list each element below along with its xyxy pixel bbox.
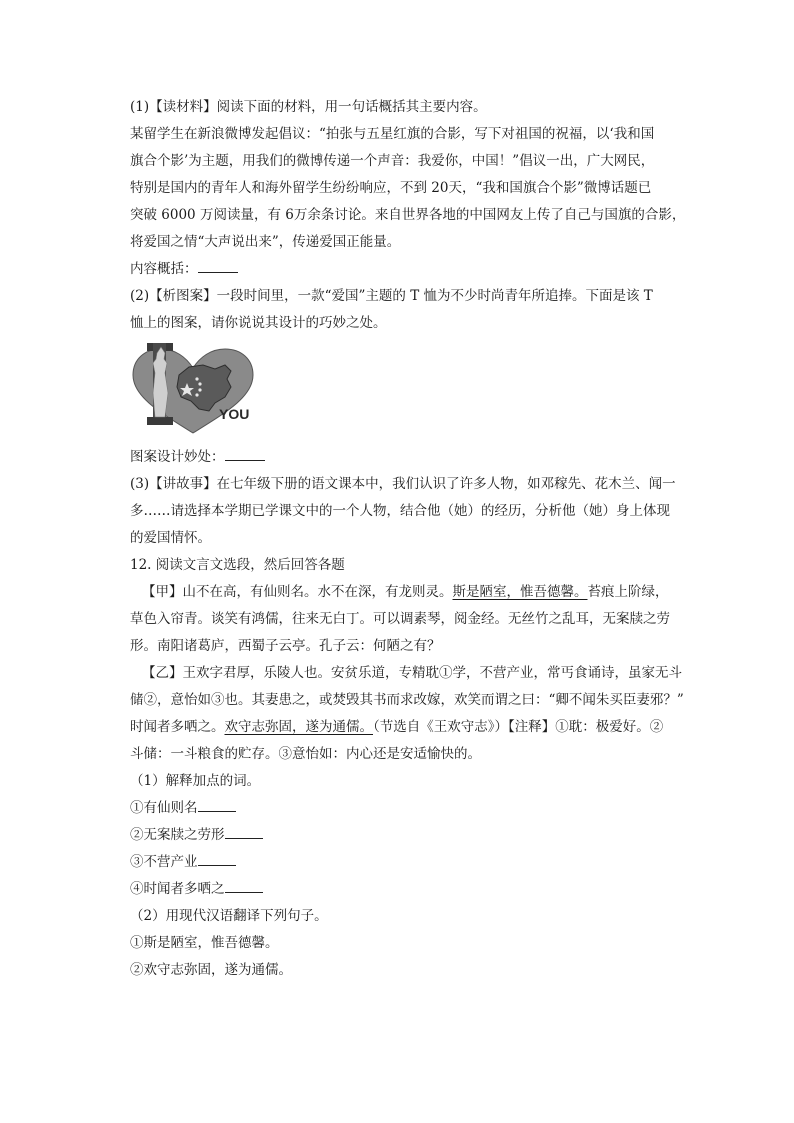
- q3-line: (3)【讲故事】在七年级下册的语文课本中，我们认识了许多人物，如邓稼先、花木兰、闻一: [130, 476, 676, 492]
- q1-material-line: 某留学生在新浪微博发起倡议：“拍张与五星红旗的合影，写下对祖国的祝福，以‘我和国: [130, 126, 655, 142]
- q12-title: 12. 阅读文言文选段，然后回答各题: [130, 557, 345, 573]
- q1-material-line: 将爱国之情“大声说出来”，传递爱国正能量。: [130, 234, 401, 250]
- yi-line: 【乙】王欢字君厚，乐陵人也。安贫乐道，专精耽①学，不营产业，常丐食诵诗，虽家无斗: [142, 665, 682, 681]
- q2-answer: [130, 448, 730, 466]
- q2-line: (2)【析图案】一段时间里，一款“爱国”主题的 T 恤为不少时尚青年所追捧。下面是该 T: [130, 288, 653, 304]
- sub2-item: ②欢守志弥固，遂为通儒。: [130, 962, 292, 978]
- q1-material-line: 特别是国内的青年人和海外留学生纷纷响应，不到 20天，“我和国旗合个影”微博话题已: [130, 180, 652, 196]
- yi-line: 斗储：一斗粮食的贮存。③意怡如：内心还是安适愉快的。: [130, 746, 481, 762]
- answer-blank[interactable]: [225, 880, 263, 893]
- jia-text: 苔痕上阶绿，: [587, 584, 669, 600]
- q2-line: 恤上的图案，请你说说其设计的巧妙之处。: [130, 315, 387, 331]
- q1-summary: [130, 260, 730, 278]
- sub1-heading: （1）解释加点的词。: [130, 773, 261, 789]
- star-icon: [198, 382, 201, 385]
- sub1-item: [130, 880, 730, 898]
- jia-text: 【甲】山不在高，有仙则名。水不在深，有龙则灵。: [142, 584, 453, 600]
- yi-text: 时闻者多哂之。: [130, 719, 225, 735]
- q3-line: 多……请选择本学期已学课文中的一个人物，结合他（她）的经历，分析他（她）身上体现: [130, 503, 670, 519]
- yi-text: （节选自《王欢守志》）【注释】①耽：极爱好。②: [373, 719, 664, 735]
- answer-blank[interactable]: [225, 826, 263, 839]
- jia-line: 形。南阳诸葛庐，西蜀子云亭。孔子云：何陋之有？: [130, 638, 441, 654]
- star-icon: [195, 393, 198, 396]
- yi-line: 储②，意怡如③也。其妻患之，或焚毁其书而求改嫁，欢笑而谓之曰：“卿不闻朱买臣妻邪？”: [130, 692, 684, 708]
- q1-material-line: 旗合个影’为主题，用我们的微博传递一个声音：我爱你，中国！”倡议一出，广大网民，: [130, 153, 655, 169]
- i-love-china-tshirt-image: [131, 341, 255, 436]
- jia-line: 草色入帘青。谈笑有鸿儒，往来无白丁。可以调素琴，阅金经。无丝竹之乱耳，无案牍之劳: [130, 611, 670, 627]
- sub1-item-text: ③不营产业: [130, 854, 198, 870]
- answer-blank[interactable]: [225, 448, 265, 461]
- sub1-item-text: ②无案牍之劳形: [130, 827, 225, 843]
- q1-material-line: 突破 6000 万阅读量，有 6万余条讨论。来自世界各地的中国网友上传了自己与国旗的合影，: [130, 207, 686, 223]
- jia-line: [142, 583, 742, 601]
- sub1-item: [130, 799, 730, 817]
- sub1-item: [130, 826, 730, 844]
- sub2-heading: （2）用现代汉语翻译下列句子。: [130, 908, 328, 924]
- jia-underlined-text: 斯是陋室，惟吾德馨。: [452, 584, 588, 600]
- sub2-item: ①斯是陋室，惟吾德馨。: [130, 935, 279, 951]
- q2-answer-label: 图案设计妙处：: [130, 449, 225, 465]
- yi-underlined-text: 欢守志弥固，遂为通儒。: [224, 719, 373, 735]
- sub1-item: [130, 853, 730, 871]
- sub1-item-text: ④时闻者多哂之: [130, 881, 225, 897]
- q1-heading: (1)【读材料】阅读下面的材料，用一句话概括其主要内容。: [130, 99, 487, 115]
- q3-line: 的爱国情怀。: [130, 530, 211, 546]
- q1-summary-label: 内容概括：: [130, 261, 198, 277]
- answer-blank[interactable]: [198, 799, 236, 812]
- answer-blank[interactable]: [198, 853, 236, 866]
- yi-line: [130, 718, 730, 736]
- sub1-item-text: ①有仙则名: [130, 800, 198, 816]
- you-text: YOU: [219, 406, 250, 422]
- star-icon: [195, 377, 198, 380]
- answer-blank[interactable]: [198, 260, 238, 273]
- star-icon: [198, 388, 201, 391]
